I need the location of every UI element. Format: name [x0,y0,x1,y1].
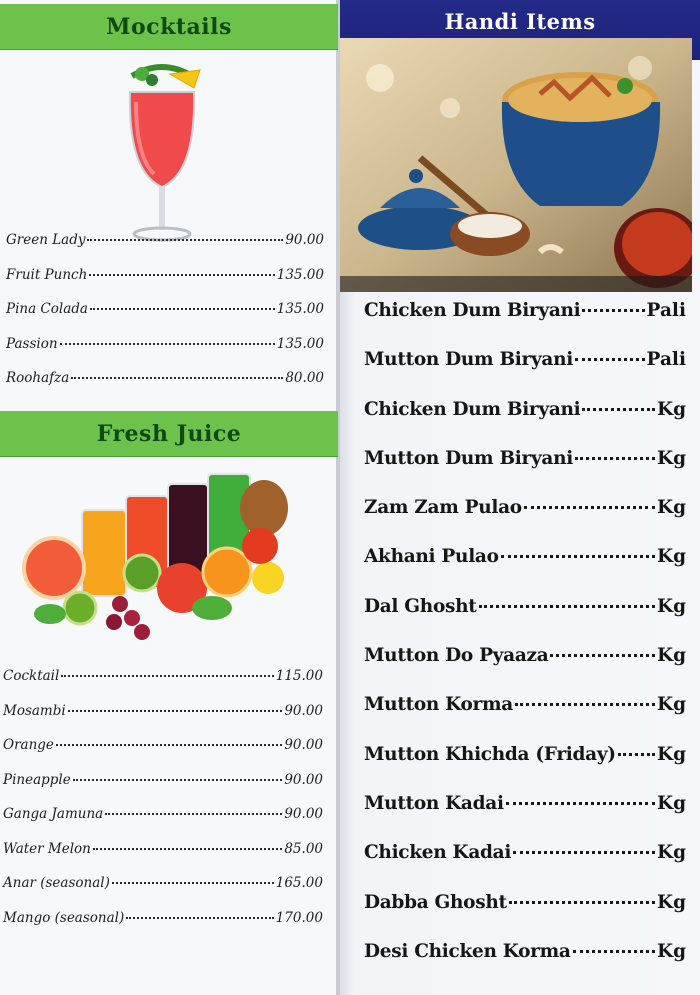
list-item [364,842,686,891]
leader-dots [112,882,274,884]
item-unit: Pali [646,300,686,321]
item-name: Mutton Dum Biryani [364,447,573,469]
item-name: Chicken Dum Biryani [364,398,581,420]
item-price: 90.00 [284,806,323,822]
item-name: Orange [3,737,54,753]
list-item [6,232,324,267]
item-price: 90.00 [285,232,324,248]
item-unit: Kg [656,940,686,962]
fresh-juice-title: Fresh Juice [96,420,242,447]
leader-dots [582,408,655,411]
leader-dots [68,710,283,712]
item-name: Mosambi [3,702,66,719]
leader-dots [126,917,274,919]
list-item [364,448,686,497]
list-item [3,772,323,807]
leader-dots [61,675,273,677]
list-item [3,875,323,910]
item-name: Mutton Do Pyaaza [364,645,549,667]
item-unit: Kg [656,595,686,617]
item-unit: Kg [656,546,686,568]
leader-dots [105,813,282,815]
item-unit: Kg [656,792,686,814]
leader-dots [93,848,282,850]
list-item [6,336,324,371]
leader-dots [506,802,655,805]
item-name: Chicken Dum Biryani [364,300,581,321]
leader-dots [87,239,283,241]
mocktails-title: Mocktails [106,13,232,40]
handi-items-list [364,300,686,990]
item-price: 135.00 [276,335,324,352]
leader-dots [71,377,283,379]
item-price: 115.00 [275,668,323,684]
list-item [3,806,323,841]
item-name: Mutton Korma [364,694,513,716]
list-item [364,399,686,448]
leader-dots [513,851,655,854]
leader-dots [90,308,275,310]
leader-dots [60,343,275,345]
list-item [3,910,323,945]
item-name: Anar (seasonal) [3,875,110,891]
list-item [364,497,686,546]
leader-dots [56,744,282,746]
item-name: Akhani Pulao [364,546,499,568]
item-unit: Kg [656,743,686,765]
fresh-juice-list [3,668,323,944]
item-name: Zam Zam Pulao [364,497,522,519]
fresh-juice-banner [0,411,338,457]
item-price: 165.00 [275,875,323,891]
list-item [364,892,686,941]
item-unit: Pali [646,349,686,371]
leader-dots [501,555,655,558]
biryani-handi-image [340,38,692,292]
item-name: Dabba Ghosht [364,891,507,913]
list-item [3,703,323,738]
item-name: Desi Chicken Korma [364,940,571,962]
item-price: 135.00 [276,301,324,317]
list-item [3,668,323,703]
leader-dots [89,274,274,276]
list-item [364,349,686,398]
item-price: 80.00 [285,370,324,386]
item-name: Mutton Khichda (Friday) [364,743,616,765]
item-name: Passion [6,335,58,352]
item-price: 135.00 [276,266,324,283]
item-unit: Kg [656,645,686,667]
item-unit: Kg [656,447,686,469]
item-unit: Kg [656,842,686,864]
item-price: 90.00 [284,702,323,719]
leader-dots [573,950,655,953]
leader-dots [618,753,655,756]
mocktail-glass-image [112,62,212,244]
item-name: Ganga Jamuna [3,806,104,822]
item-name: Mutton Kadai [364,792,504,814]
item-name: Roohafza [6,370,70,386]
leader-dots [582,309,644,312]
list-item [6,301,324,336]
item-unit: Kg [656,891,686,913]
mocktails-banner [0,4,338,50]
leader-dots [73,779,283,781]
list-item [364,546,686,595]
leader-dots [509,901,655,904]
leader-dots [575,457,655,460]
item-price: 90.00 [284,771,323,788]
fresh-juice-image [22,468,302,646]
list-item [364,744,686,793]
list-item [364,300,686,349]
list-item [364,596,686,645]
item-name: Dal Ghosht [364,595,477,617]
item-name: Pina Colada [6,301,88,317]
list-item [6,267,324,302]
mocktails-list [6,232,324,405]
item-name: Water Melon [3,840,91,857]
list-item [3,737,323,772]
leader-dots [479,605,655,608]
list-item [364,793,686,842]
item-unit: Kg [656,497,686,519]
list-item [364,694,686,743]
item-name: Mutton Dum Biryani [364,349,573,371]
item-name: Chicken Kadai [364,842,512,864]
list-item [364,941,686,990]
item-name: Mango (seasonal) [3,909,125,926]
item-name: Pineapple [3,771,71,788]
leader-dots [524,506,655,509]
item-price: 170.00 [275,909,323,926]
item-price: 90.00 [284,737,323,753]
item-unit: Kg [656,694,686,716]
item-name: Green Lady [6,232,86,248]
leader-dots [515,703,655,706]
handi-items-title: Handi Items [444,8,596,34]
item-price: 85.00 [284,840,323,857]
list-item [6,370,324,405]
list-item [3,841,323,876]
leader-dots [575,358,645,361]
item-name: Fruit Punch [6,266,88,283]
item-name: Cocktail [3,668,60,684]
list-item [364,645,686,694]
leader-dots [550,654,655,657]
item-unit: Kg [656,398,686,420]
